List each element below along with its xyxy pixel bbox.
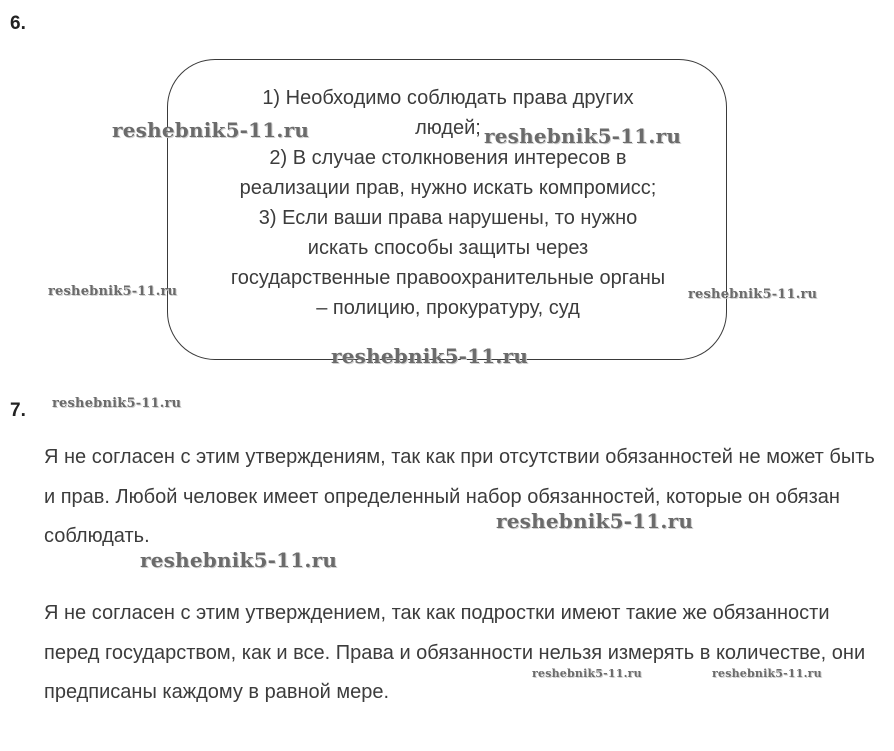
watermark: reshebnik5-11.ru (48, 284, 178, 299)
task-7-paragraph-2: Я не согласен с этим утверждением, так как подростки имеют такие же обязанности перед государством, как и все. Права и обязанности нельзя измерять в количестве, они предписаны каждому в равной мере. (44, 602, 866, 703)
answer-line: 3) Если ваши права нарушены, то нужно (258, 207, 638, 229)
watermark: reshebnik5-11.ru (712, 667, 822, 680)
watermark: reshebnik5-11.ru (331, 344, 529, 368)
answer-line: 2) В случае столкновения интересов в (269, 147, 627, 169)
task-7-paragraph-1: Я не согласен с этим утверждениям, так как при отсутствии обязанностей не может быть и прав. Любой человек имеет определенный набор обязанностей, которые он обязан соблюдать. (44, 446, 875, 547)
watermark: reshebnik5-11.ru (688, 287, 818, 302)
answer-line: – полицию, прокуратуру, суд (316, 297, 580, 319)
watermark: reshebnik5-11.ru (52, 396, 182, 411)
answer-line: государственные правоохранительные органы (230, 267, 666, 289)
watermark: reshebnik5-11.ru (496, 509, 694, 533)
answer-line: искать способы защиты через (307, 237, 589, 259)
task-6-number: 6. (10, 13, 26, 34)
watermark: reshebnik5-11.ru (140, 548, 338, 572)
answer-line: 1) Необходимо соблюдать права других (262, 87, 634, 109)
watermark: reshebnik5-11.ru (112, 118, 310, 142)
answer-line: реализации прав, нужно искать компромисс; (239, 177, 657, 199)
task-7-number: 7. (10, 400, 26, 421)
answer-line: людей; (415, 117, 481, 139)
watermark: reshebnik5-11.ru (532, 667, 642, 680)
watermark: reshebnik5-11.ru (484, 124, 682, 148)
